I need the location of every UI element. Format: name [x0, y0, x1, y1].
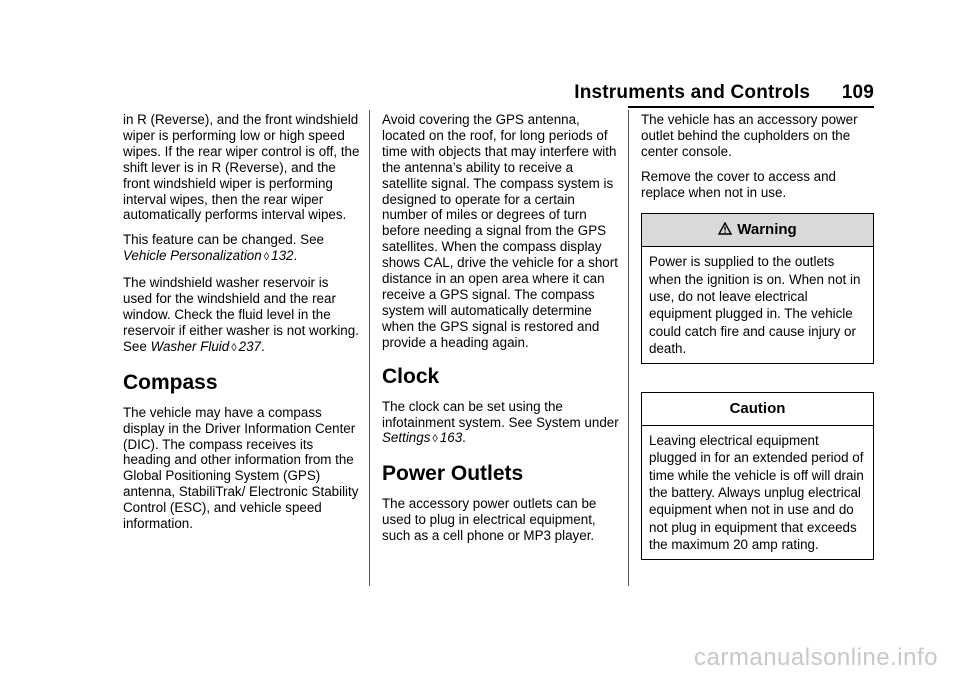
- paragraph: The clock can be set using the infotainment system. See System under Settings ◊ 163.: [382, 398, 619, 446]
- clock-heading: Clock: [382, 364, 440, 388]
- paragraph: The windshield washer reservoir is used for the windshield and the rear window. Check the fluid level in the reservoir if either washer is not working. See Washer Fluid ◊ 237.: [123, 275, 359, 354]
- page-number: 109: [841, 82, 874, 103]
- paragraph: The vehicle has an accessory power outlet behind the cupholders on the center console.: [641, 112, 858, 159]
- power-outlets-heading: Power Outlets: [382, 462, 524, 486]
- column-divider-2: [628, 110, 629, 586]
- column-1: [123, 112, 361, 541]
- warning-text: Power is supplied to the outlets when the ignition is on. When not in use, do not leave electrical equipment plugged in. The vehicle could catch fire and cause injury or death.: [649, 254, 861, 356]
- caution-header: Caution: [642, 393, 873, 426]
- paragraph: The vehicle may have a compass display in the Driver Information Center (DIC). The compass receives its heading and other information from the Global Positioning System (GPS) antenna, StabiliTrak/ Electronic Stability Control (ESC), and vehicle speed information.: [123, 404, 359, 532]
- watermark: carmanualsonline.info: [694, 644, 938, 671]
- warning-box: [641, 213, 874, 365]
- cross-reference-icon: ◊: [432, 433, 438, 446]
- section-title: Instruments and Controls: [574, 82, 811, 103]
- paragraph: in R (Reverse), and the front windshield wiper is performing low or high speed wipes. If the rear wiper control is off, the shift lever is in R (Reverse), and the front windshield wiper is performing interval wipes, then the rear wiper automatically performs interval wipes.: [123, 112, 360, 223]
- header-rule: [628, 106, 874, 108]
- cross-reference-icon: ◊: [231, 341, 237, 354]
- vehicle-personalization-link[interactable]: Vehicle Personalization ◊ 132: [123, 248, 294, 264]
- washer-fluid-link[interactable]: Washer Fluid ◊ 237: [150, 338, 261, 354]
- column-divider-1: [369, 110, 370, 586]
- cross-reference-icon: ◊: [263, 251, 270, 264]
- caution-text: Leaving electrical equipment plugged in for an extended period of time while the vehicle is off will drain the battery. Always unplug electrical equipment when not in use and do not plug in equipment that exceeds the maximum 20 amp rating.: [649, 433, 864, 552]
- compass-heading: Compass: [123, 370, 218, 394]
- column-2: [382, 112, 620, 553]
- settings-link[interactable]: Settings ◊ 163: [382, 430, 463, 446]
- paragraph: Avoid covering the GPS antenna, located on the roof, for long periods of time with objects that may interfere with the antenna’s ability to receive a satellite signal. The compass system is designed to operate for a certain number of miles or degrees of turn before needing a signal from the GPS satellites. When the compass display shows CAL, drive the vehicle for a short distance in an open area where it can receive a GPS signal. The compass system will automatically determine when the GPS signal is restored and provide a heading again.: [382, 112, 618, 350]
- paragraph: Remove the cover to access and replace when not in use.: [641, 168, 837, 200]
- warning-triangle-icon: [718, 222, 732, 239]
- paragraph: The accessory power outlets can be used to plug in electrical equipment, such as a cell phone or MP3 player.: [382, 496, 597, 544]
- paragraph: This feature can be changed. See Vehicle Personalization ◊ 132.: [123, 232, 324, 264]
- caution-box: [641, 392, 874, 560]
- warning-header: Warning: [642, 214, 873, 248]
- column-3: [641, 112, 874, 588]
- page-header: [574, 82, 874, 104]
